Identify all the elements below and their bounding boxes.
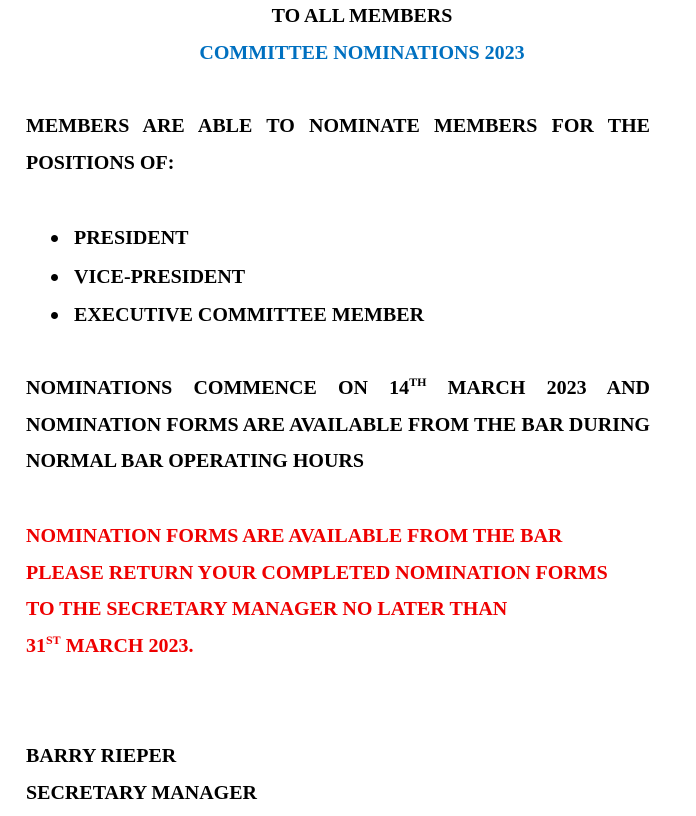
day-ordinal-suffix: TH [409, 375, 427, 389]
positions-list [26, 222, 650, 338]
deadline-ordinal-suffix: ST [46, 632, 61, 647]
list-item [26, 261, 650, 300]
position-label: PRESIDENT [74, 227, 189, 249]
position-label: EXECUTIVE COMMITTEE MEMBER [74, 304, 425, 326]
signature-block [26, 738, 257, 812]
notice-line-availability: NOMINATION FORMS ARE AVAILABLE FROM THE BAR [26, 525, 563, 547]
audience-heading: TO ALL MEMBERS [271, 5, 453, 27]
commence-text-start: NOMINATIONS COMMENCE ON 14 [26, 377, 410, 399]
bullet-icon [51, 274, 58, 281]
list-item [26, 222, 650, 261]
deadline-notice [26, 518, 666, 664]
notice-line-return: PLEASE RETURN YOUR COMPLETED NOMINATION FORMS [26, 561, 608, 584]
commencement-paragraph [26, 370, 650, 480]
commence-text-end: MARCH 2023 AND NOMINATION FORMS ARE AVAILABLE FROM THE BAR DURING NORMAL BAR OPERATING HOURS [26, 377, 650, 472]
deadline-rest: MARCH 2023. [60, 634, 194, 657]
signatory-title: SECRETARY MANAGER [26, 782, 257, 804]
bullet-icon [51, 235, 58, 242]
notice-line-deadline [26, 628, 666, 665]
signatory-name: BARRY RIEPER [26, 745, 177, 767]
document-title: COMMITTEE NOMINATIONS 2023 [199, 42, 525, 64]
notice-line-recipient: TO THE SECRETARY MANAGER NO LATER THAN [26, 598, 508, 620]
bullet-icon [51, 312, 58, 319]
intro-paragraph: MEMBERS ARE ABLE TO NOMINATE MEMBERS FOR THE POSITIONS OF: [26, 115, 650, 174]
deadline-day: 31 [26, 634, 46, 657]
list-item [26, 299, 650, 338]
position-label: VICE-PRESIDENT [74, 265, 246, 288]
